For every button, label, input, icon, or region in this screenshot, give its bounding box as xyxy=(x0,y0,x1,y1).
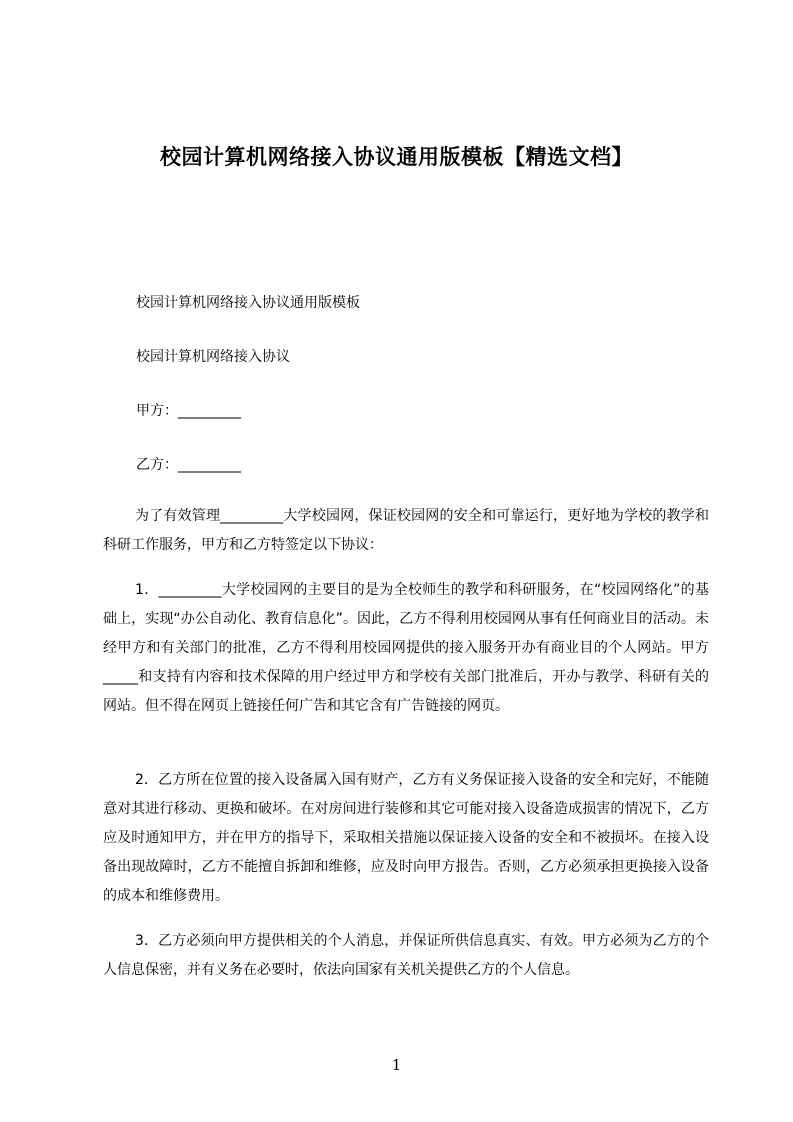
party-a-line: 甲方：_________ xyxy=(136,403,241,419)
agreement-heading: 校园计算机网络接入协议 xyxy=(136,349,290,365)
page-title: 校园计算机网络接入协议通用版模板【精选文档】 xyxy=(160,145,633,169)
clause-3: 3．乙方必须向甲方提供相关的个人消息，并保证所供信息真实、有效。甲方必须为乙方的个人信息保密，并有义务在必要时，依法向国家有关机关提供乙方的个人信息。 xyxy=(103,933,709,978)
intro-paragraph: 为了有效管理_________大学校园网，保证校园网的安全和可靠运行，更好地为学校的教学和科研工作服务，甲方和乙方特签定以下协议： xyxy=(103,508,709,553)
page-number: 1 xyxy=(391,1056,402,1074)
clause-1: 1．_________大学校园网的主要目的是为全校师生的教学和科研服务，在“校园网络化”的基础上，实现“办公自动化、教育信息化”。因此，乙方不得利用校园网从事有任何商业目的活动。未经甲方和有关部门的批准，乙方不得利用校园网提供的接入服务开办有商业目的个人网站。甲方_____和支持有内容和技术保障的用户经过甲方和学校有关部门批准后，开办与教学、科研有关的网站。但不得在网页上链接任何广告和其它含有广告链接的网页。 xyxy=(103,582,709,714)
party-b-line: 乙方：_________ xyxy=(136,457,241,473)
document-subtitle: 校园计算机网络接入协议通用版模板 xyxy=(136,295,360,311)
clause-2: 2．乙方所在位置的接入设备属入国有财产，乙方有义务保证接入设备的安全和完好，不能随意对其进行移动、更换和破坏。在对房间进行装修和其它可能对接入设备造成损害的情况下，乙方应及时通知甲方，并在甲方的指导下，采取相关措施以保证接入设备的安全和不被损坏。在接入设备出现故障时，乙方不能擅自拆卸和维修，应及时向甲方报告。否则，乙方必须承担更换接入设备的成本和维修费用。 xyxy=(103,772,709,904)
